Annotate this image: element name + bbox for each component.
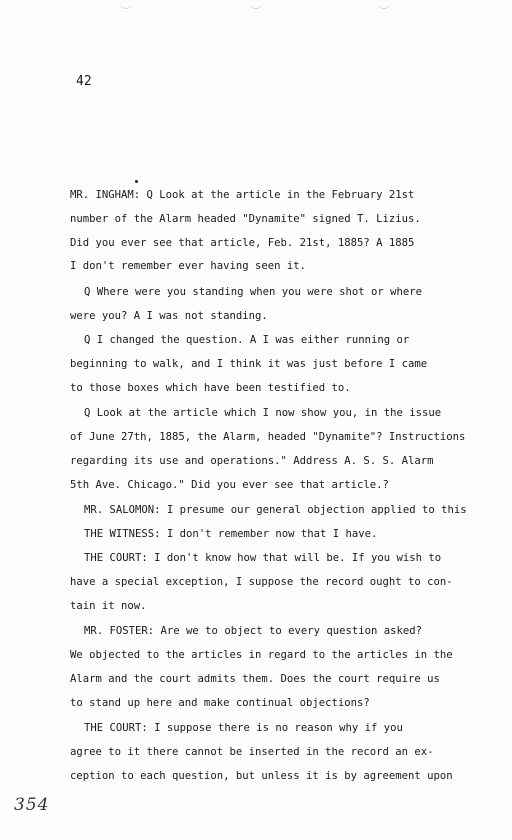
transcript-line: to stand up here and make continual objections? [70,697,370,709]
transcript-line: Q I changed the question. A I was either running or [84,334,410,346]
transcript-line: MR. SALOMON: I presume our general objection applied to this [84,504,467,516]
transcript-line: 5th Ave. Chicago." Did you ever see that article.? [70,479,389,491]
scan-smudge [378,0,390,9]
scan-smudge [120,0,132,9]
handwritten-margin-note: 354 [14,795,50,815]
transcript-line: THE WITNESS: I don't remember now that I have. [84,528,378,540]
transcript-line: ception to each question, but unless it is by agreement upon [70,770,453,782]
transcript-line: We objected to the articles in regard to the articles in the [70,649,453,661]
transcript-line: THE COURT: I don't know how that will be. If you wish to [84,552,442,564]
transcript-line: agree to it there cannot be inserted in the record an ex- [70,746,434,758]
transcript-line: beginning to walk, and I think it was just before I came [70,358,428,370]
page-number: 42 [76,74,92,89]
transcript-line: number of the Alarm headed "Dynamite" signed T. Lizius. [70,213,421,225]
transcript-line: MR. INGHAM: Q Look at the article in the February 21st [70,189,415,201]
stray-mark [135,180,138,183]
transcript-line: Did you ever see that article, Feb. 21st, 1885? A 1885 [70,237,415,249]
transcript-line: tain it now. [70,600,147,612]
transcript-line: Alarm and the court admits them. Does the court require us [70,673,440,685]
transcript-line: to those boxes which have been testified to. [70,382,351,394]
transcript-line: of June 27th, 1885, the Alarm, headed "Dynamite"? Instructions [70,431,466,443]
transcript-line: regarding its use and operations." Address A. S. S. Alarm [70,455,434,467]
transcript-line: Q Look at the article which I now show you, in the issue [84,407,442,419]
scan-smudge [250,0,262,9]
transcript-line: I don't remember ever having seen it. [70,260,306,272]
transcript-line: Q Where were you standing when you were shot or where [84,286,423,298]
transcript-line: have a special exception, I suppose the record ought to con- [70,576,453,588]
transcript-line: were you? A I was not standing. [70,310,268,322]
transcript-line: MR. FOSTER: Are we to object to every question asked? [84,625,423,637]
transcript-line: THE COURT: I suppose there is no reason why if you [84,722,403,734]
